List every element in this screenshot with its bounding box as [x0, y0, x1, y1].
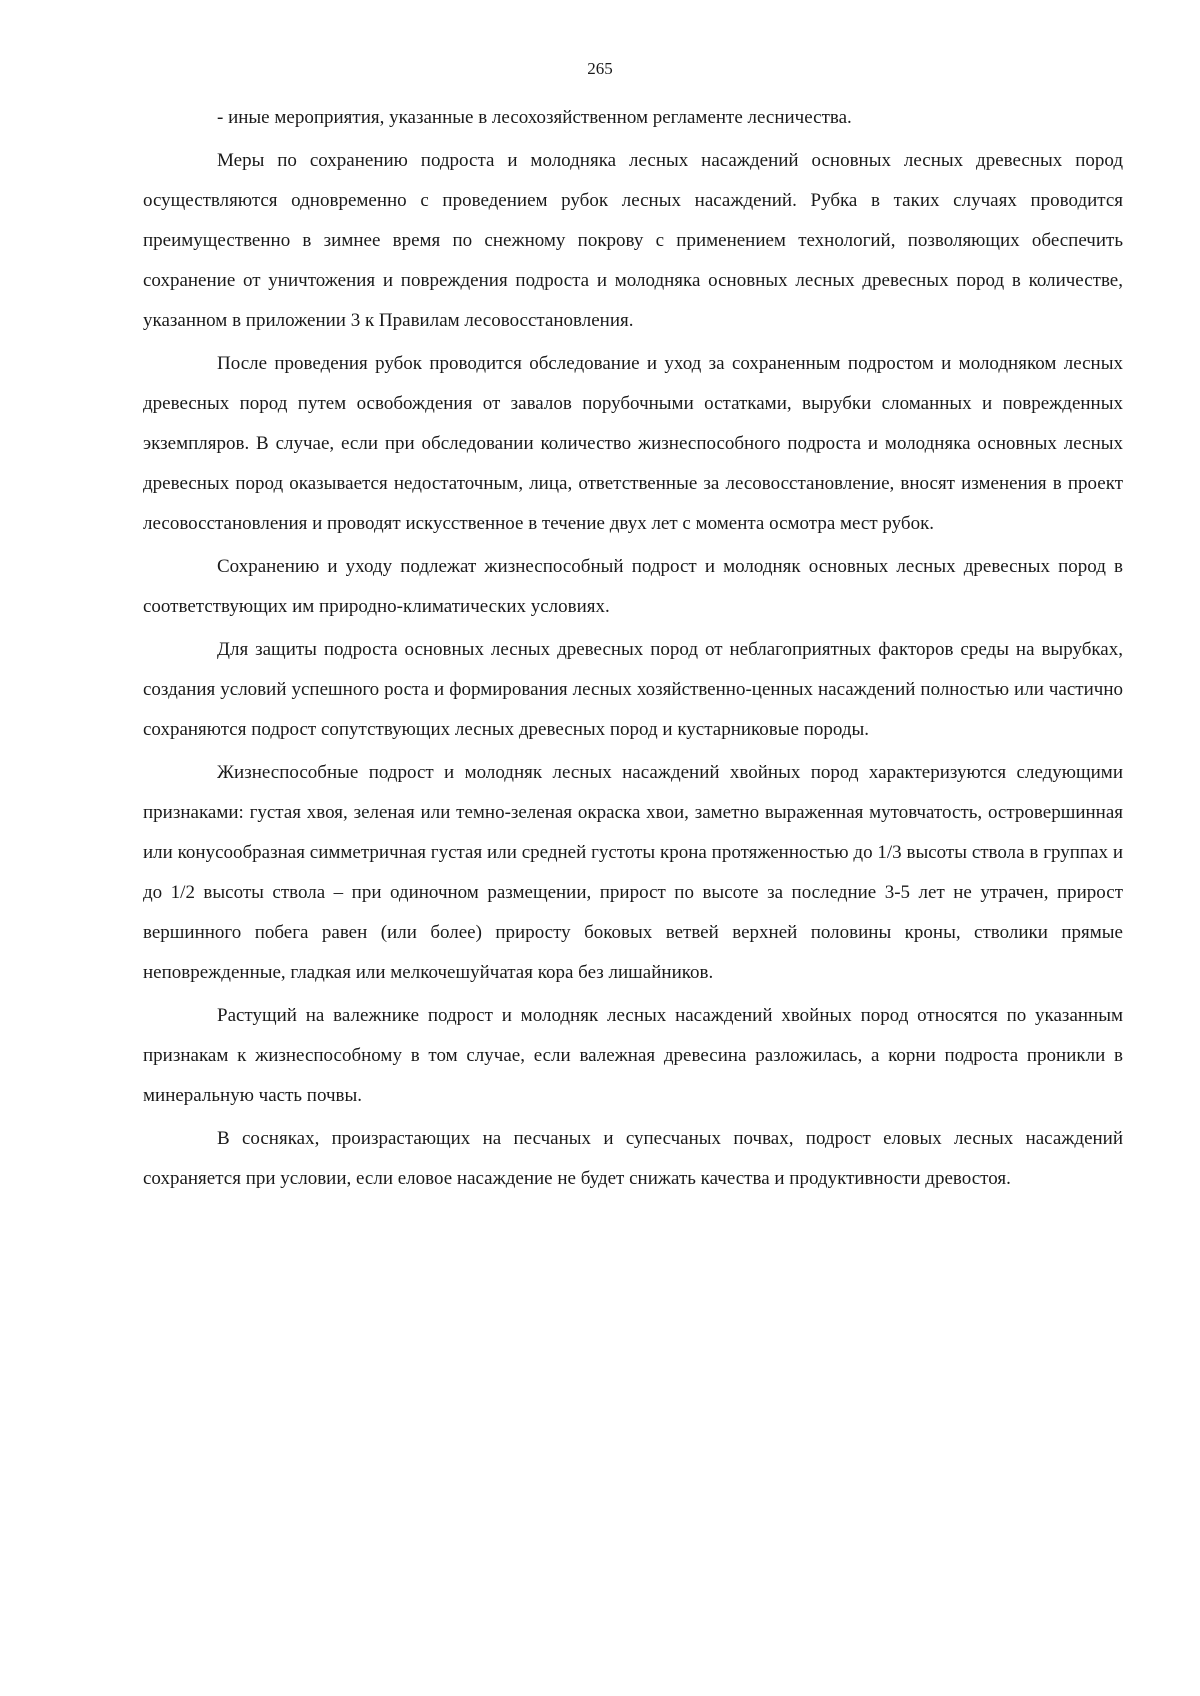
paragraph: Жизнеспособные подрост и молодняк лесных насаждений хвойных пород характеризуются следующими признаками: густая хвоя, зеленая или темно-зеленая окраска хвои, заметно выраженная мутовчатость, островершинная или конусообразная симметричная густая или средней густоты крона протяженностью до 1/3 высоты ствола в группах и до 1/2 высоты ствола – при одиночном размещении, прирост по высоте за последние 3-5 лет не утрачен, прирост вершинного побега равен (или более) приросту боковых ветвей верхней половины кроны, стволики прямые неповрежденные, гладкая или мелкочешуйчатая кора без лишайников. — [143, 762, 1123, 983]
paragraph: В сосняках, произрастающих на песчаных и супесчаных почвах, подрост еловых лесных насаждений сохраняется при условии, если еловое насаждение не будет снижать качества и продуктивности древостоя. — [143, 1128, 1123, 1189]
page-number: 265 — [587, 59, 613, 78]
document-body — [143, 98, 1123, 1199]
paragraph: Растущий на валежнике подрост и молодняк лесных насаждений хвойных пород относятся по указанным признакам к жизнеспособному в том случае, если валежная древесина разложилась, а корни подроста проникли в минеральную часть почвы. — [143, 1005, 1123, 1106]
paragraph: После проведения рубок проводится обследование и уход за сохраненным подростом и молодняком лесных древесных пород путем освобождения от завалов порубочными остатками, вырубки сломанных и поврежденных экземпляров. В случае, если при обследовании количество жизнеспособного подроста и молодняка основных лесных древесных пород оказывается недостаточным, лица, ответственные за лесовосстановление, вносят изменения в проект лесовосстановления и проводят искусственное в течение двух лет с момента осмотра мест рубок. — [143, 353, 1123, 534]
paragraph: Для защиты подроста основных лесных древесных пород от неблагоприятных факторов среды на вырубках, создания условий успешного роста и формирования лесных хозяйственно-ценных насаждений полностью или частично сохраняются подрост сопутствующих лесных древесных пород и кустарниковые породы. — [143, 639, 1123, 740]
paragraph: Меры по сохранению подроста и молодняка лесных насаждений основных лесных древесных пород осуществляются одновременно с проведением рубок лесных насаждений. Рубка в таких случаях проводится преимущественно в зимнее время по снежному покрову с применением технологий, позволяющих обеспечить сохранение от уничтожения и повреждения подроста и молодняка основных лесных древесных пород в количестве, указанном в приложении 3 к Правилам лесовосстановления. — [143, 150, 1123, 331]
paragraph: Сохранению и уходу подлежат жизнеспособный подрост и молодняк основных лесных древесных пород в соответствующих им природно-климатических условиях. — [143, 556, 1123, 617]
paragraph: - иные мероприятия, указанные в лесохозяйственном регламенте лесничества. — [217, 107, 852, 128]
